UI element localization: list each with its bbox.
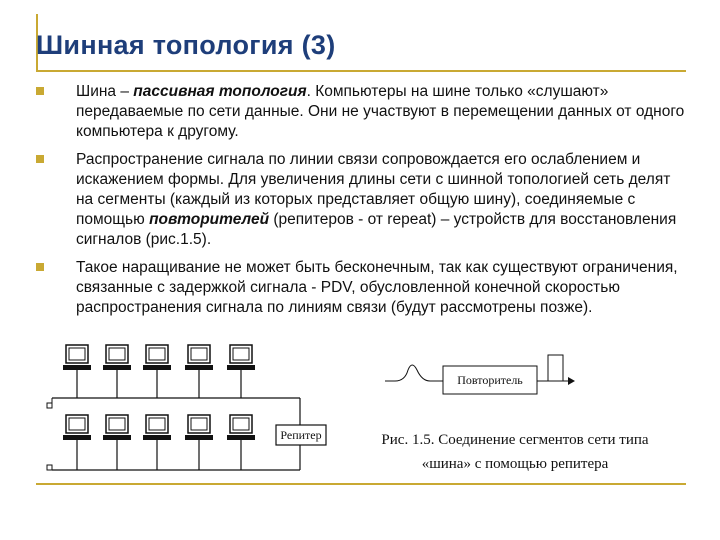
emphasis-text: пассивная топология [133,83,307,100]
computer-icon [63,345,91,398]
input-pulse-icon [385,365,443,381]
bullet-list [36,82,686,326]
caption-line-1: Рис. 1.5. Соединение сегментов сети типа [381,432,649,448]
computer-icon [103,345,131,398]
bullet-text: Распространение сигнала по линии связи сопровождается его ослаблением и искажением формы. Для увеличения длины сети с шинной топологией сеть делят на сегменты (каждый из которых представляет общую шину), соединяемые с помощью [76,151,671,228]
computer-icon [63,415,91,470]
top-terminator-icon [47,403,52,408]
computer-icon [143,345,171,398]
repeater-device-label: Повторитель [457,373,523,387]
bullet-text: Шина – [76,83,134,100]
computer-icon [185,345,213,398]
computer-icon [227,345,255,398]
repeater-label: Репитер [280,428,322,442]
bullet-item [36,150,686,250]
bottom-terminator-icon [47,465,52,470]
arrow-right-icon [568,377,575,385]
slide-title: Шинная топология (3) [36,30,336,60]
title-underline-rule [36,70,686,72]
computer-icon [103,415,131,470]
computer-icon [143,415,171,470]
bullet-text: Такое наращивание не может быть бесконечным, так как существуют ограничения, связанные с задержкой сигнала - PDV, обусловленной конечной скоростью распространения сигнала по линиям связи (будут рассмотрены позже). [76,259,678,316]
square-bullet-icon [36,263,44,271]
bottom-segment-computers [63,415,255,470]
bullet-item [36,82,686,142]
bullet-text: . Компьютеры на шине только «слушают» передаваемые по сети данные. Они не участвуют в перемещении данных от одного компьютера к другому. [76,83,685,140]
square-bullet-icon [36,87,44,95]
output-pulse-icon [548,355,563,381]
computer-icon [185,415,213,470]
figure-caption [345,428,685,476]
caption-line-2: «шина» с помощью репитера [421,456,609,472]
bullet-text: (репитеров - от repeat) – устройств для восстановления сигналов (рис.1.5). [76,211,677,248]
square-bullet-icon [36,155,44,163]
computer-icon [227,415,255,470]
top-segment-computers [63,345,255,398]
emphasis-text: повторителей [149,211,270,228]
footer-rule [36,483,686,485]
bullet-item [36,258,686,318]
